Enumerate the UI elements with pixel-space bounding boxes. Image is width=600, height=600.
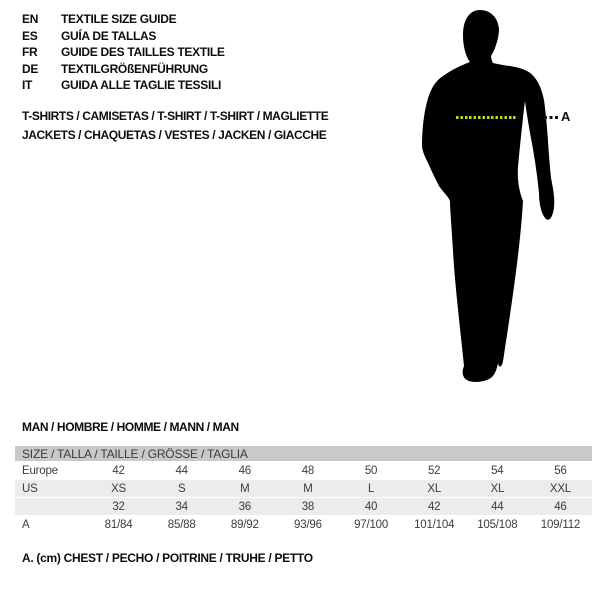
language-code: DE <box>22 61 39 76</box>
chest-measure-label: A <box>561 109 571 124</box>
cell: 36 <box>213 498 276 516</box>
category-line-jackets: JACKETS / CHAQUETAS / VESTES / JACKEN / GIACCHE <box>22 128 327 142</box>
cell: 101/104 <box>403 516 466 534</box>
language-guide-list <box>22 11 225 94</box>
language-code: IT <box>22 78 33 93</box>
cell: XL <box>403 480 466 498</box>
table-row-us-numeric <box>15 498 592 516</box>
cell: M <box>213 480 276 498</box>
table-row-us <box>15 480 592 498</box>
cell: 109/112 <box>529 516 592 534</box>
cell: XS <box>87 480 150 498</box>
section-title-man: MAN / HOMBRE / HOMME / MANN / MAN <box>22 420 239 434</box>
size-table <box>15 446 592 534</box>
cell: L <box>340 480 403 498</box>
language-code: FR <box>22 45 38 60</box>
row-label: Europe <box>15 462 87 480</box>
cell: 44 <box>150 462 213 480</box>
cell: 48 <box>276 462 339 480</box>
cell: 56 <box>529 462 592 480</box>
cell: 105/108 <box>466 516 529 534</box>
cell: 42 <box>87 462 150 480</box>
cell: XXL <box>529 480 592 498</box>
cell: 97/100 <box>340 516 403 534</box>
language-label: GUIDE DES TAILLES TEXTILE <box>61 45 225 60</box>
language-row <box>22 77 225 94</box>
cell: 34 <box>150 498 213 516</box>
cell: 46 <box>529 498 592 516</box>
size-table-header-row <box>15 446 592 462</box>
language-label: GUIDA ALLE TAGLIE TESSILI <box>61 78 222 93</box>
cell: 89/92 <box>213 516 276 534</box>
row-label: A <box>15 516 87 534</box>
language-row <box>22 44 225 61</box>
chest-measure-line-outer <box>544 116 559 119</box>
man-silhouette-figure <box>415 5 567 385</box>
cell: XL <box>466 480 529 498</box>
cell: 93/96 <box>276 516 339 534</box>
measurement-footnote: A. (cm) CHEST / PECHO / POITRINE / TRUHE / PETTO <box>22 551 313 565</box>
man-silhouette-svg <box>415 5 567 385</box>
cell: M <box>276 480 339 498</box>
chest-measure-line-inner <box>456 116 517 119</box>
cell: 42 <box>403 498 466 516</box>
language-code: ES <box>22 28 38 43</box>
cell: 52 <box>403 462 466 480</box>
language-code: EN <box>22 12 39 27</box>
cell: 40 <box>340 498 403 516</box>
table-row-europe <box>15 462 592 480</box>
cell: 50 <box>340 462 403 480</box>
man-silhouette <box>422 10 554 382</box>
cell: 32 <box>87 498 150 516</box>
table-row-chest-a <box>15 516 592 534</box>
cell: 44 <box>466 498 529 516</box>
garment-categories <box>22 107 328 145</box>
language-row <box>22 11 225 28</box>
category-line-tshirts: T-SHIRTS / CAMISETAS / T-SHIRT / T-SHIRT / MAGLIETTE <box>22 109 329 123</box>
cell: 81/84 <box>87 516 150 534</box>
size-table-header: SIZE / TALLA / TAILLE / GRÖSSE / TAGLIA <box>15 446 592 462</box>
language-label: TEXTILE SIZE GUIDE <box>61 12 177 27</box>
language-row <box>22 61 225 78</box>
row-label: US <box>15 480 87 498</box>
language-label: TEXTILGRÖßENFÜHRUNG <box>61 61 208 76</box>
cell: 85/88 <box>150 516 213 534</box>
language-label: GUÍA DE TALLAS <box>61 28 157 43</box>
cell: 54 <box>466 462 529 480</box>
cell: S <box>150 480 213 498</box>
row-label <box>15 498 87 516</box>
cell: 46 <box>213 462 276 480</box>
language-row <box>22 28 225 45</box>
cell: 38 <box>276 498 339 516</box>
